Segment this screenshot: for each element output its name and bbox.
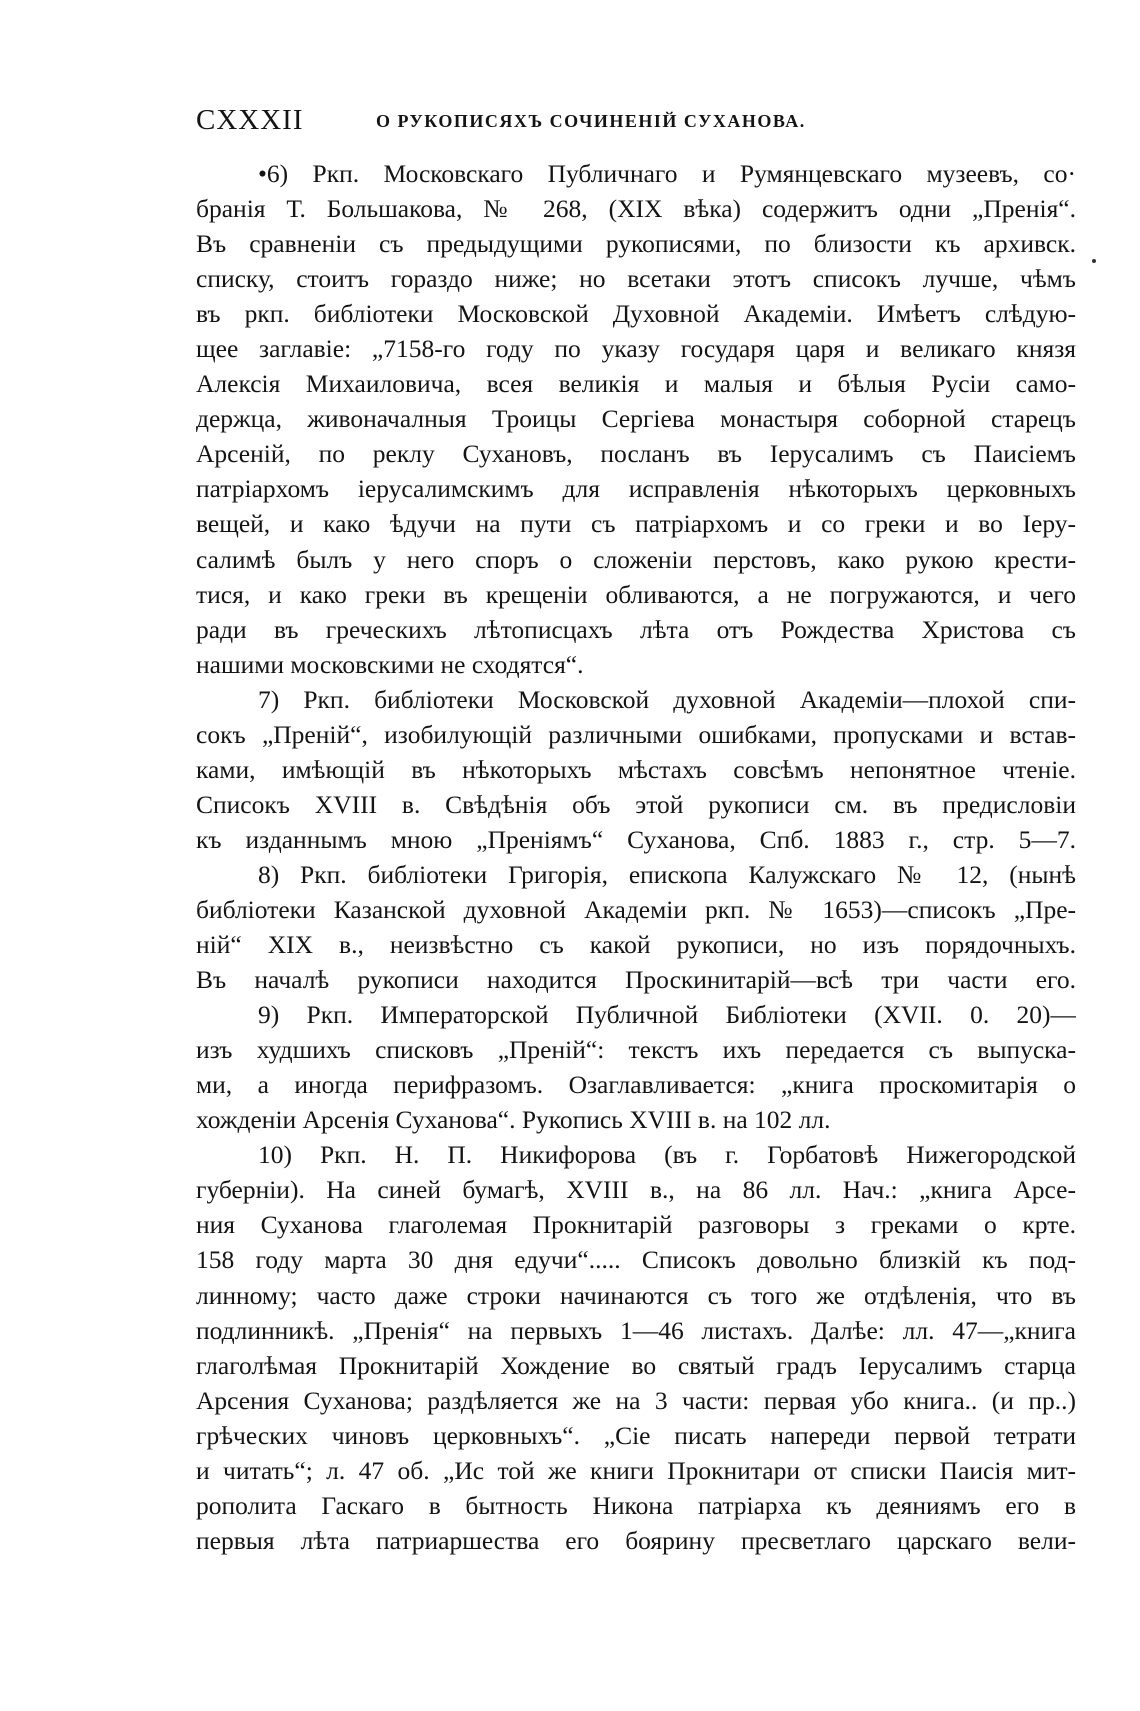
text-line: 7) Ркп. библіотеки Московской духовной Академіи—плохой спи- — [258, 684, 1076, 714]
text-line: линному; часто даже строки начинаются съ того же отдѣленія, что въ — [196, 1280, 1076, 1310]
text-line: Алексія Михаиловича, всея великія и малыя и бѣлыя Русіи само- — [196, 369, 1076, 399]
text-line: рополита Гаскаго в бытность Никона патріарха къ деяниямъ его в — [196, 1490, 1076, 1520]
text-line: къ изданнымъ мною „Преніямъ“ Суханова, Спб. 1883 г., стр. 5—7. — [196, 824, 1076, 854]
text-line: глаголѣмая Прокнитарій Хождение во святый градъ Іерусалимъ старца — [196, 1350, 1076, 1380]
text-line: въ ркп. библіотеки Московской Духовной Академіи. Имѣетъ слѣдую- — [196, 299, 1076, 329]
text-line: щее заглавіе: „7158-го году по указу государя царя и великаго князя — [196, 334, 1076, 364]
text-line: 158 году марта 30 дня едучи“..... Списокъ довольно близкій къ под- — [196, 1245, 1076, 1275]
text-line: бранія Т. Большакова, № 268, (XIX вѣка) содержитъ одни „Пренія“. — [196, 194, 1076, 224]
text-line: изъ худшихъ списковъ „Преній“: текстъ ихъ передается съ выпуска- — [196, 1035, 1076, 1065]
text-line: Списокъ XVIII в. Свѣдѣнія объ этой рукописи см. въ предисловіи — [196, 789, 1076, 819]
text-line: списку, стоитъ гораздо ниже; но всетаки этотъ списокъ лучше, чѣмъ — [196, 264, 1076, 294]
body-text — [196, 156, 1076, 1558]
text-line: Арсеній, по реклу Сухановъ, посланъ въ Іерусалимъ съ Паисіемъ — [196, 439, 1076, 469]
print-speck — [1092, 259, 1096, 263]
text-line: ради въ греческихъ лѣтописцахъ лѣта отъ Рождества Христова съ — [196, 614, 1076, 644]
text-line: подлинникѣ. „Пренія“ на первыхъ 1—46 листахъ. Далѣе: лл. 47—„книга — [196, 1315, 1076, 1345]
text-line: хожденіи Арсенія Суханова“. Рукопись XVIII в. на 102 лл. — [196, 1105, 831, 1135]
text-line: патріархомъ іерусалимскимъ для исправленія нѣкоторыхъ церковныхъ — [196, 474, 1076, 504]
text-line: салимѣ былъ у него споръ о сложеніи перстовъ, како рукою крести- — [196, 544, 1076, 574]
text-line: Въ сравненіи съ предыдущими рукописями, по близости къ архивск. — [196, 229, 1076, 259]
text-line: сокъ „Преній“, изобилующій различными ошибками, пропусками и встав- — [196, 719, 1076, 749]
page-number: CXXXII — [196, 104, 304, 136]
text-line: ній“ XIX в., неизвѣстно съ какой рукописи, но изъ порядочныхъ. — [196, 930, 1076, 960]
text-line: губерніи). На синей бумагѣ, XVIII в., на 86 лл. Нач.: „книга Арсе- — [196, 1175, 1076, 1205]
text-line: вещей, и како ѣдучи на пути съ патріархомъ и со греки и во Іеру- — [196, 509, 1076, 539]
text-line: Арсения Суханова; раздѣляется же на 3 части: первая убо книга.. (и пр..) — [196, 1385, 1076, 1415]
text-line: ками, имѣющій въ нѣкоторыхъ мѣстахъ совсѣмъ непонятное чтеніе. — [196, 754, 1076, 784]
text-line: и читать“; л. 47 об. „Ис той же книги Прокнитари от списки Паисія мит- — [196, 1455, 1076, 1485]
page-header — [196, 104, 1076, 144]
text-line: нашими московскими не сходятся“. — [196, 649, 584, 679]
text-line: тися, и како греки въ крещеніи обливаются, а не погружаются, и чего — [196, 579, 1076, 609]
text-line: 10) Ркп. Н. П. Никифорова (въ г. Горбатовѣ Нижегородской — [258, 1140, 1076, 1170]
text-line: 8) Ркп. библіотеки Григорія, епископа Калужскаго № 12, (нынѣ — [258, 859, 1076, 889]
text-line: библіотеки Казанской духовной Академіи ркп. № 1653)—списокъ „Пре- — [196, 894, 1076, 924]
running-head: О РУКОПИСЯХЪ СОЧИНЕНІЙ СУХАНОВА. — [376, 111, 806, 131]
text-line: первыя лѣта патриаршества его боярину пресветлаго царскаго вели- — [196, 1525, 1076, 1555]
text-line: грѣческих чиновъ церковныхъ“. „Сіе писать напереди первой тетрати — [196, 1420, 1076, 1450]
text-line: ния Суханова глаголемая Прокнитарій разговоры з греками о крте. — [196, 1210, 1076, 1240]
text-line: Въ началѣ рукописи находится Проскинитарій—всѣ три части его. — [196, 965, 1076, 995]
text-line: держца, живоначалныя Троицы Сергіева монастыря соборной старецъ — [196, 404, 1076, 434]
text-line: 9) Ркп. Императорской Публичной Библіотеки (XVII. 0. 20)— — [258, 1000, 1076, 1030]
text-line: •6) Ркп. Московскаго Публичнаго и Румянцевскаго музеевъ, со· — [258, 159, 1076, 188]
text-line: ми, а иногда перифразомъ. Озаглавливается: „книга проскомитарія о — [196, 1070, 1076, 1100]
